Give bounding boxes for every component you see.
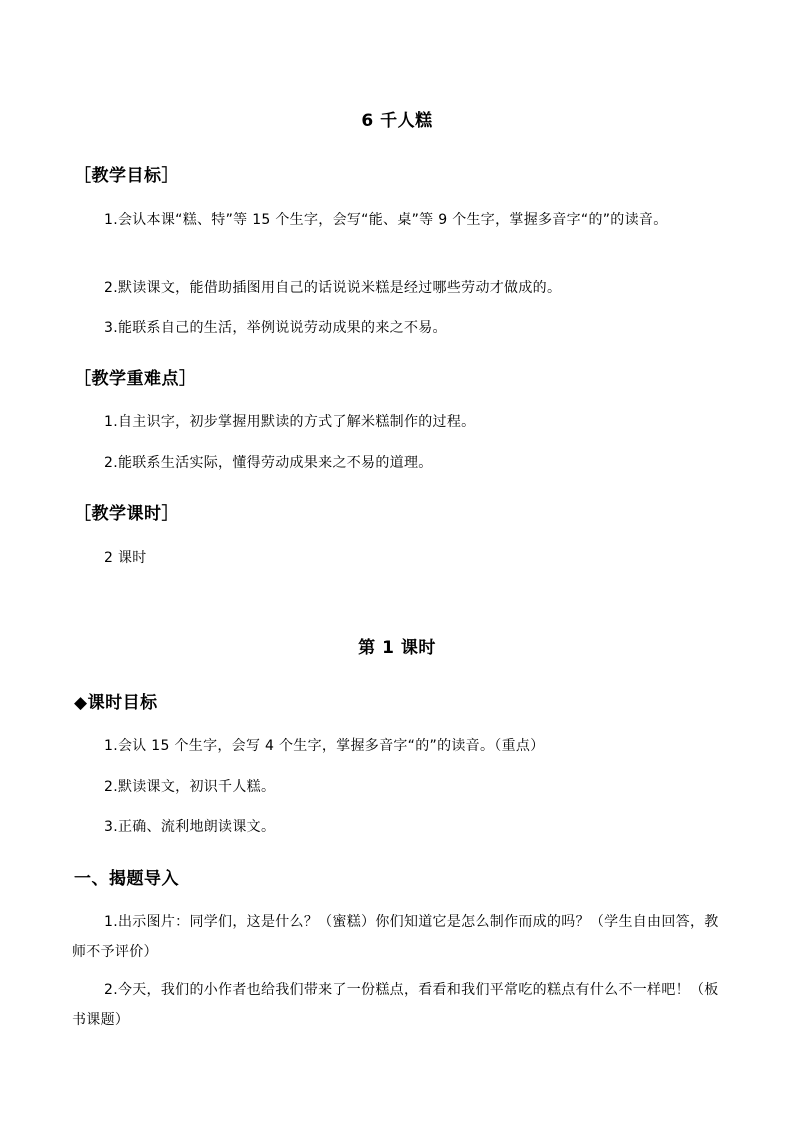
part-1-heading: 一、揭题导入	[74, 869, 179, 889]
teaching-goals-heading: ［教学目标］	[74, 166, 179, 186]
document-title: 6 千人糕	[361, 111, 433, 131]
goal-item-2: 2.默读课文，能借助插图用自己的话说说米糕是经过哪些劳动才做成的。	[104, 280, 562, 296]
teaching-periods-heading: ［教学课时］	[74, 504, 179, 524]
key-points-heading: ［教学重难点］	[74, 369, 197, 389]
key-point-item-1: 1.自主识字，初步掌握用默读的方式了解米糕制作的过程。	[104, 414, 476, 430]
teaching-periods-value: 2 课时	[104, 550, 147, 566]
part-1-item-2: 2.今天，我们的小作者也给我们带来了一份糕点，看看和我们平常吃的糕点有什么不一样吧！（板书课题）	[72, 982, 719, 1028]
lesson-1-title: 第 1 课时	[358, 638, 436, 658]
key-point-item-2: 2.能联系生活实际，懂得劳动成果来之不易的道理。	[104, 455, 433, 471]
goal-item-3: 3.能联系自己的生活，举例说说劳动成果的来之不易。	[104, 320, 447, 336]
lesson-goal-item-2: 2.默读课文，初识千人糕。	[104, 779, 276, 795]
part-1-item-1: 1.出示图片：同学们，这是什么？（蜜糕）你们知道它是怎么制作而成的吗？（学生自由回答，教师不予评价）	[72, 914, 719, 960]
lesson-goal-item-1: 1.会认 15 个生字，会写 4 个生字，掌握多音字“的”的读音。（重点）	[104, 738, 545, 754]
goal-item-1: 1.会认本课“糕、特”等 15 个生字，会写“能、桌”等 9 个生字，掌握多音字“的”的读音。	[104, 212, 668, 228]
lesson-goals-heading: ◆课时目标	[74, 693, 158, 713]
lesson-goal-item-3: 3.正确、流利地朗读课文。	[104, 819, 276, 835]
